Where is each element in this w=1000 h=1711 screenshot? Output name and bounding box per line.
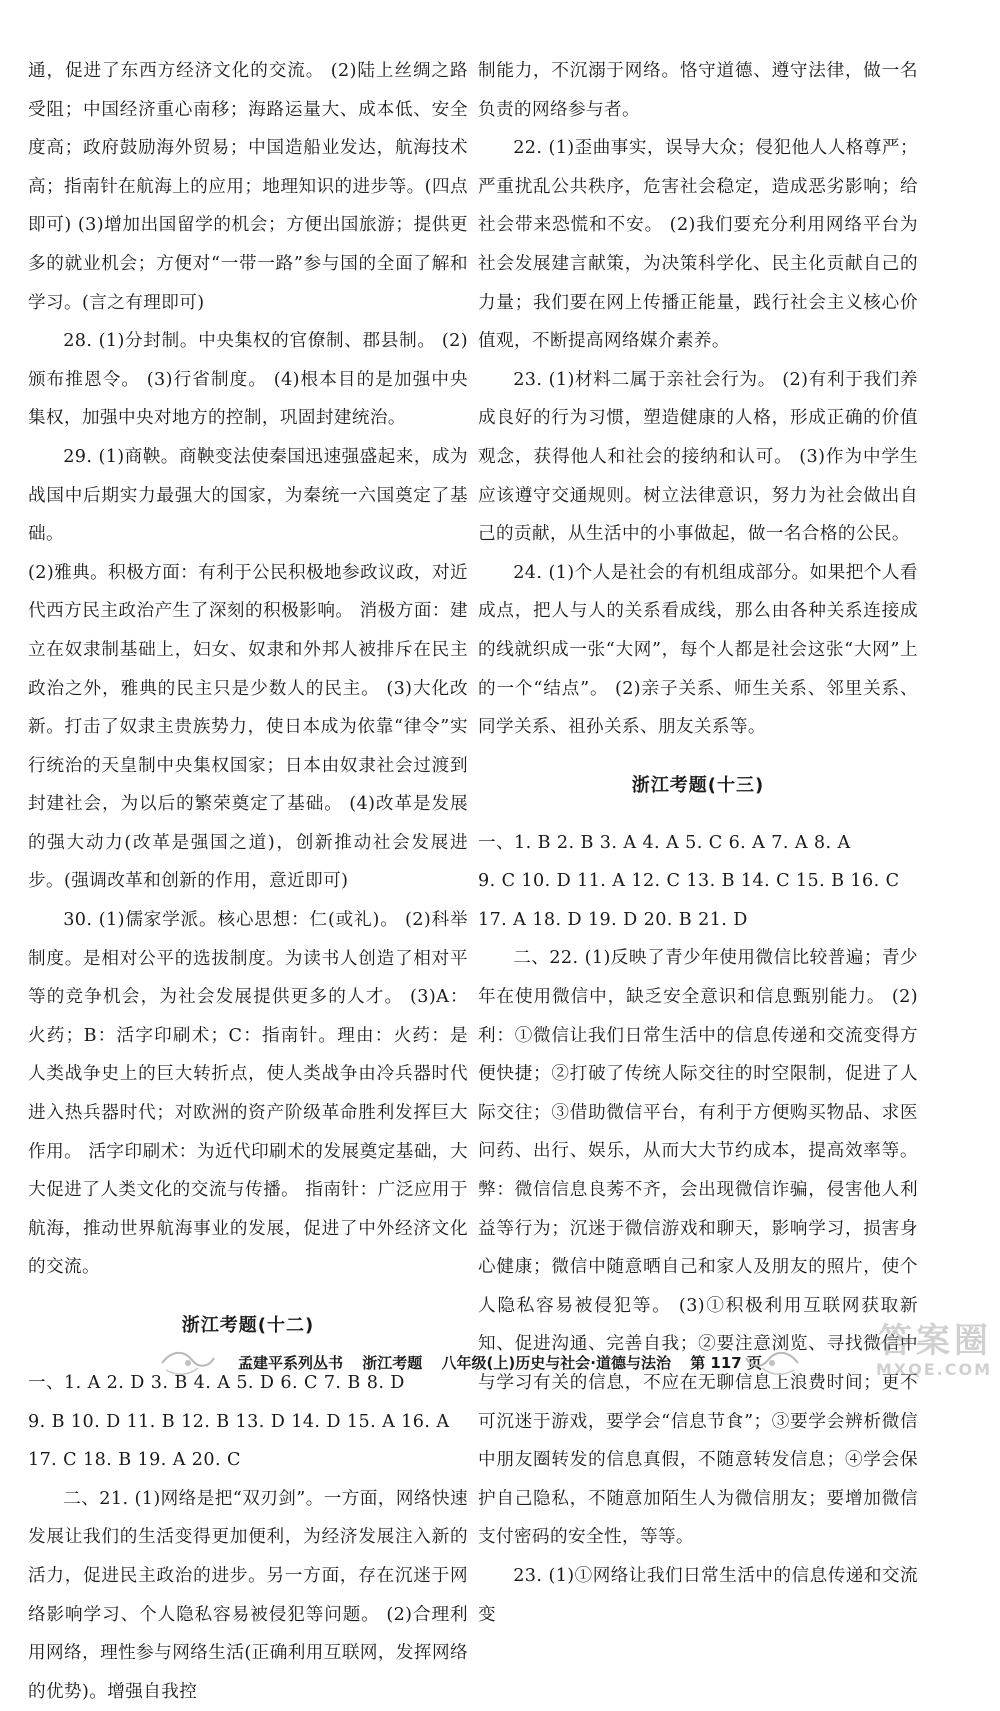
footer-page-number: 第 117 页 — [690, 1354, 762, 1372]
watermark-url: MXQE.COM — [875, 1360, 992, 1379]
answer-paragraph: 二、21. (1)网络是把“双刃剑”。一方面，网络快速发展让我们的生活变得更加便利，为经济发展注入新的活力，促进民主政治的进步。另一方面，存在沉迷于网络影响学习、个人隐私容易被侵犯等问题。 (2)合理利用网络，理性参与网络生活(正确利用互联网，发挥网络的优势)。增强自我控 — [28, 1488, 468, 1702]
answer-paragraph: 制能力，不沉溺于网络。恪守道德、遵守法律，做一名负责的网络参与者。 — [478, 61, 918, 120]
mc-answers-line: 一、1. B 2. B 3. A 4. A 5. C 6. A 7. A 8. A — [478, 832, 851, 853]
watermark-logo — [842, 1322, 992, 1388]
mc-answers-line: 17. A 18. D 19. D 20. B 21. D — [478, 909, 748, 930]
right-column — [478, 52, 918, 1634]
section-heading: 浙江考题(十二) — [181, 1315, 315, 1336]
left-column — [28, 52, 468, 1711]
answer-paragraph: 二、22. (1)反映了青少年使用微信比较普遍；青少年在使用微信中，缺乏安全意识和信息甄别能力。 (2)利：①微信让我们日常生活中的信息传递和交流变得方便快捷；②打破了传统人际交往的时空限制，促进了人际交往；③借助微信平台，有利于方便购买物品、求医问药、出行、娱乐，从而大大节约成本，提高效率等。 弊：微信信息良莠不齐，会出现微信诈骗，侵害他人利益等行为；沉迷于微信游戏和聊天，影响学习，损害身心健康；微信中随意晒自己和家人及朋友的照片，使个人隐私容易被侵犯等。 (3)①积极利用互联网获取新知、促进沟通、完善自我；②要注意浏览、寻找微信中与学习有关的信息，不应在无聊信息上浪费时间；更不可沉迷于游戏，要学会“信息节食”；③要学会辨析微信中朋友圈转发的信息真假，不随意转发信息；④学会保护自己隐私，不随意加陌生人为微信朋友；要增加微信支付密码的安全性，等等。 — [478, 948, 918, 1548]
watermark-logo-text: 答案圈 — [878, 1321, 992, 1361]
decorative-flourish-icon — [742, 1346, 802, 1380]
footer-grade: 八年级(上)历史与社会·道德与法治 — [441, 1354, 671, 1372]
answer-paragraph: 24. (1)个人是社会的有机组成部分。如果把个人看成点，把人与人的关系看成线，那么由各种关系连接成的线就织成一张“大网”，每个人都是社会这张“大网”上的一个“结点”。 (2)亲子关系、师生关系、邻里关系、同学关系、祖孙关系、朋友关系等。 — [478, 562, 918, 738]
mc-answers-line: 17. C 18. B 19. A 20. C — [28, 1450, 241, 1471]
answer-paragraph: 23. (1)材料二属于亲社会行为。 (2)有利于我们养成良好的行为习惯，塑造健康的人格，形成正确的价值观念，获得他人和社会的接纳和认可。 (3)作为中学生应该遵守交通规则。树立法律意识，努力为社会做出自己的贡献，从生活中的小事做起，做一名合格的公民。 — [478, 369, 918, 545]
answer-paragraph: 28. (1)分封制。中央集权的官僚制、郡县制。 (2)颁布推恩令。 (3)行省制度。 (4)根本目的是加强中央集权，加强中央对地方的控制，巩固封建统治。 — [28, 331, 468, 429]
footer-book: 浙江考题 — [362, 1354, 423, 1372]
mc-answers-line: 9. C 10. D 11. A 12. C 13. B 14. C 15. B 16. C — [478, 871, 900, 892]
mc-answers-line: 9. B 10. D 11. B 12. B 13. D 14. D 15. A 16. A — [28, 1411, 450, 1432]
section-heading: 浙江考题(十三) — [631, 774, 765, 796]
footer-series: 孟建平系列丛书 — [238, 1354, 344, 1372]
answer-paragraph: 23. (1)①网络让我们日常生活中的信息传递和交流变 — [478, 1565, 918, 1625]
answer-paragraph: 22. (1)歪曲事实，误导大众；侵犯他人人格尊严；严重扰乱公共秩序，危害社会稳定，造成恶劣影响；给社会带来恐慌和不安。 (2)我们要充分利用网络平台为社会发展建言献策，为决策科学化、民主化贡献自己的力量；我们要在网上传播正能量，践行社会主义核心价值观，不断提高网络媒介素养。 — [478, 138, 918, 352]
mc-answers-line: 一、1. A 2. D 3. B 4. A 5. D 6. C 7. B 8. D — [28, 1373, 405, 1393]
answer-paragraph: 通，促进了东西方经济文化的交流。 (2)陆上丝绸之路受阻；中国经济重心南移；海路运量大、成本低、安全度高；政府鼓励海外贸易；中国造船业发达，航海技术高；指南针在航海上的应用；地理知识的进步等。(四点即可) (3)增加出国留学的机会；方便出国旅游；提供更多的就业机会；方便对“一带一路”参与国的全面了解和学习。(言之有理即可) — [28, 61, 468, 313]
answer-paragraph: 30. (1)儒家学派。核心思想：仁(或礼)。 (2)科举制度。是相对公平的选拔制度。为读书人创造了相对平等的竞争机会，为社会发展提供更多的人才。 (3)A：火药；B：活字印刷术；C：指南针。理由：火药：是人类战争史上的巨大转折点，使人类战争由冷兵器时代进入热兵器时代；对欧洲的资产阶级革命胜利发挥巨大作用。 活字印刷术：为近代印刷术的发展奠定基础，大大促进了人类文化的交流与传播。 指南针：广泛应用于航海，推动世界航海事业的发展，促进了中外经济文化的交流。 — [28, 910, 468, 1278]
answer-paragraph: (2)雅典。积极方面：有利于公民积极地参政议政，对近代西方民主政治产生了深刻的积极影响。 消极方面：建立在奴隶制基础上，妇女、奴隶和外邦人被排斥在民主政治之外，雅典的民主只是少数人的民主。 (3)大化改新。打击了奴隶主贵族势力，使日本成为依靠“律令”实行统治的天皇制中央集权国家；日本由奴隶社会过渡到封建社会，为以后的繁荣奠定了基础。 (4)改革是发展的强大动力(改革是强国之道)，创新推动社会发展进步。(强调改革和创新的作用，意近即可) — [28, 562, 468, 892]
answer-paragraph: 29. (1)商鞅。商鞅变法使秦国迅速强盛起来，成为战国中后期实力最强大的国家，为秦统一六国奠定了基础。 — [28, 446, 468, 545]
